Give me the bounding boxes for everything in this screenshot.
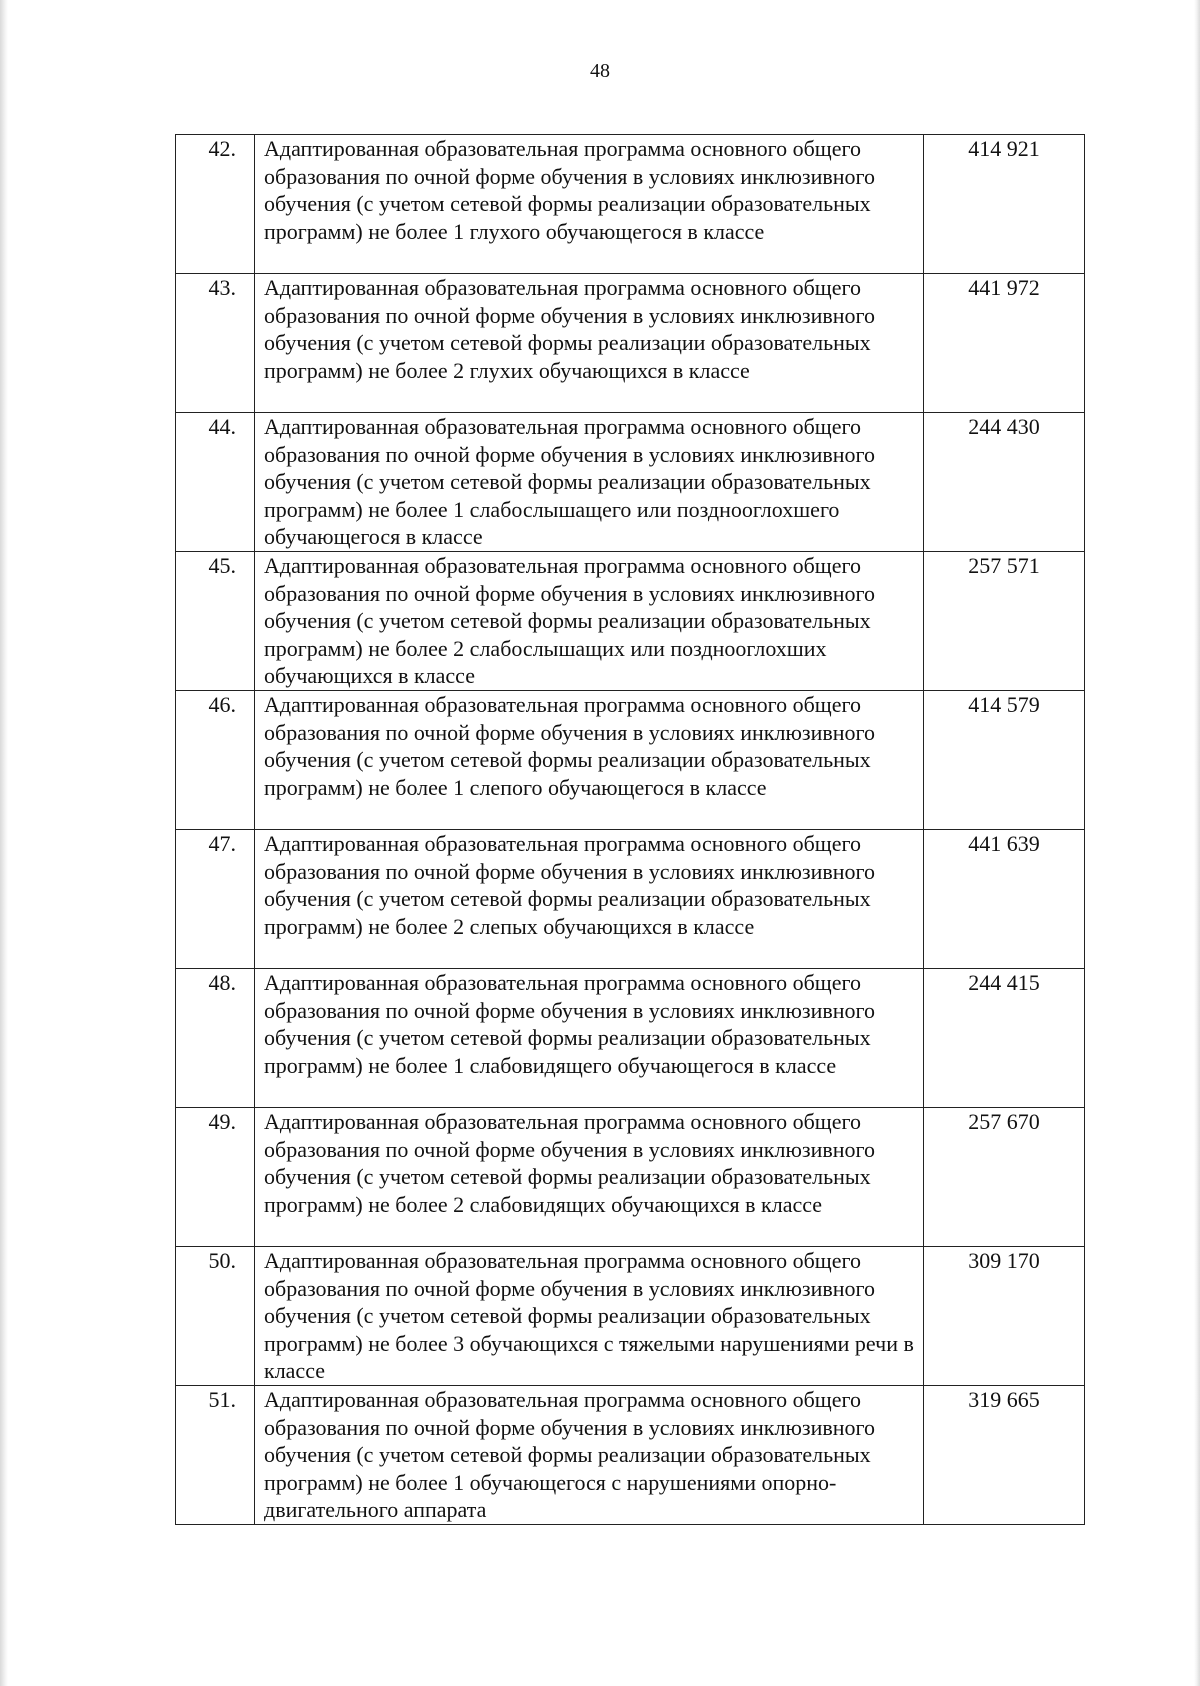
scan-edge-left: [0, 0, 8, 1686]
cost-value: 244 430: [924, 413, 1085, 552]
table-row: [176, 691, 1085, 830]
program-description: Адаптированная образовательная программа основного общего образования по очной форме обучения в условиях инклюзивного обучения (с учетом сетевой формы реализации образовательных программ) не более 1 слепого обучающегося в классе: [255, 691, 924, 830]
row-number: 42.: [176, 135, 255, 274]
program-description: Адаптированная образовательная программа основного общего образования по очной форме обучения в условиях инклюзивного обучения (с учетом сетевой формы реализации образовательных программ) не более 1 обучающегося с нарушениями опорно-двигательного аппарата: [255, 1386, 924, 1525]
row-number: 51.: [176, 1386, 255, 1525]
tariff-table: [175, 134, 1085, 1525]
program-description: Адаптированная образовательная программа основного общего образования по очной форме обучения в условиях инклюзивного обучения (с учетом сетевой формы реализации образовательных программ) не более 1 слабослышащего или позднооглохшего обучающегося в классе: [255, 413, 924, 552]
cost-value: 441 972: [924, 274, 1085, 413]
program-description: Адаптированная образовательная программа основного общего образования по очной форме обучения в условиях инклюзивного обучения (с учетом сетевой формы реализации образовательных программ) не более 2 глухих обучающихся в классе: [255, 274, 924, 413]
cost-value: 309 170: [924, 1247, 1085, 1386]
row-number: 44.: [176, 413, 255, 552]
program-description: Адаптированная образовательная программа основного общего образования по очной форме обучения в условиях инклюзивного обучения (с учетом сетевой формы реализации образовательных программ) не более 1 глухого обучающегося в классе: [255, 135, 924, 274]
cost-value: 414 579: [924, 691, 1085, 830]
table-row: [176, 1108, 1085, 1247]
program-description: Адаптированная образовательная программа основного общего образования по очной форме обучения в условиях инклюзивного обучения (с учетом сетевой формы реализации образовательных программ) не более 3 обучающихся с тяжелыми нарушениями речи в классе: [255, 1247, 924, 1386]
row-number: 43.: [176, 274, 255, 413]
table-row: [176, 552, 1085, 691]
table-row: [176, 830, 1085, 969]
row-number: 46.: [176, 691, 255, 830]
cost-value: 257 571: [924, 552, 1085, 691]
program-description: Адаптированная образовательная программа основного общего образования по очной форме обучения в условиях инклюзивного обучения (с учетом сетевой формы реализации образовательных программ) не более 1 слабовидящего обучающегося в классе: [255, 969, 924, 1108]
table-row: [176, 413, 1085, 552]
table-row: [176, 1386, 1085, 1525]
table-row: [176, 274, 1085, 413]
row-number: 49.: [176, 1108, 255, 1247]
row-number: 48.: [176, 969, 255, 1108]
row-number: 45.: [176, 552, 255, 691]
row-number: 50.: [176, 1247, 255, 1386]
program-description: Адаптированная образовательная программа основного общего образования по очной форме обучения в условиях инклюзивного обучения (с учетом сетевой формы реализации образовательных программ) не более 2 слабослышащих или позднооглохших обучающихся в классе: [255, 552, 924, 691]
cost-value: 414 921: [924, 135, 1085, 274]
table-row: [176, 1247, 1085, 1386]
program-description: Адаптированная образовательная программа основного общего образования по очной форме обучения в условиях инклюзивного обучения (с учетом сетевой формы реализации образовательных программ) не более 2 слабовидящих обучающихся в классе: [255, 1108, 924, 1247]
table-row: [176, 135, 1085, 274]
cost-value: 257 670: [924, 1108, 1085, 1247]
row-number: 47.: [176, 830, 255, 969]
table-row: [176, 969, 1085, 1108]
cost-value: 441 639: [924, 830, 1085, 969]
scan-edge-right: [1194, 0, 1200, 1686]
page-number: 48: [590, 60, 610, 82]
program-description: Адаптированная образовательная программа основного общего образования по очной форме обучения в условиях инклюзивного обучения (с учетом сетевой формы реализации образовательных программ) не более 2 слепых обучающихся в классе: [255, 830, 924, 969]
cost-value: 244 415: [924, 969, 1085, 1108]
cost-value: 319 665: [924, 1386, 1085, 1525]
